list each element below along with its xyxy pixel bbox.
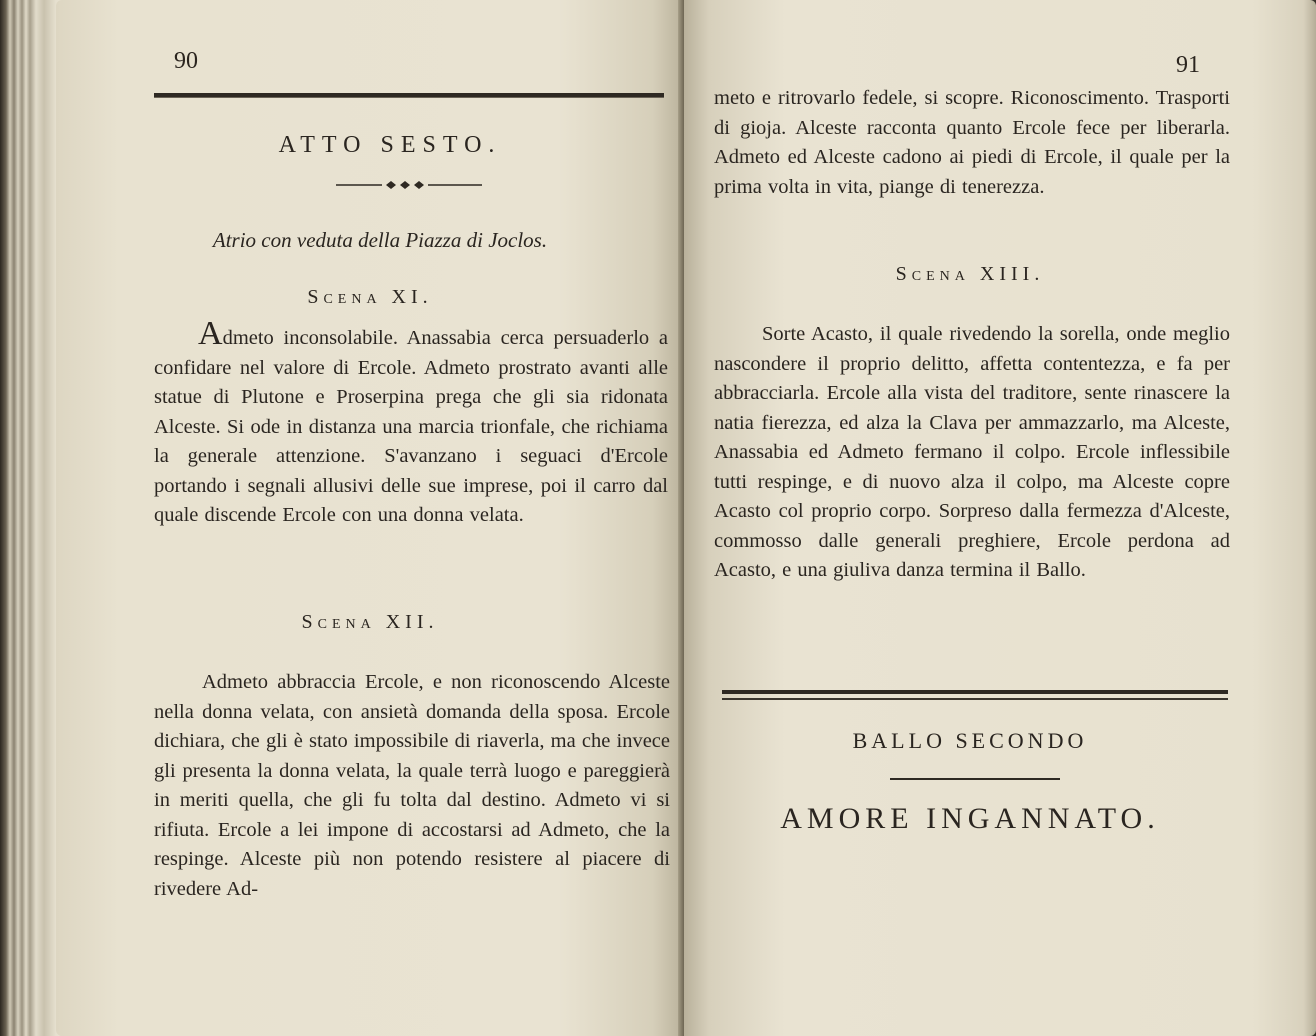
- scene-11-paragraph: [154, 315, 668, 531]
- page-number-right: 91: [1176, 52, 1200, 78]
- scene-11-text: dmeto inconsolabile. Anassabia cerca persuaderlo a confidare nel valore di Ercole. Admeto prostrato avanti alle statue di Plutone e Proserpina prega che gli sia ridonata Alceste. Si ode in distanza una marcia trionfale, che richiama la generale attenzione. S'avanzano i seguaci d'Ercole portando i segnali allusivi delle sue imprese, poi il carro dal quale discende Ercole con una donna velata.: [154, 327, 668, 526]
- ornament-icon: [334, 178, 484, 192]
- scene-13-text-block: [714, 320, 1230, 586]
- right-page: [684, 0, 1316, 1036]
- section-double-rule: [722, 690, 1228, 694]
- continuation-text: meto e ritrovarlo fedele, si scopre. Riconoscimento. Trasporti di gioja. Alceste racconta quanto Ercole fece per liberarla. Admeto ed Alceste cadono ai piedi di Ercole, il quale per la prima volta in vita, piange di tenerezza.: [714, 87, 1230, 198]
- scene-11-text-block: [154, 315, 668, 531]
- setting-line: Atrio con veduta della Piazza di Joclos.: [212, 228, 548, 252]
- scene-11-heading: Scena XI.: [307, 286, 433, 308]
- drop-cap: A: [198, 315, 223, 352]
- act-title: ATTO SESTO.: [278, 132, 502, 158]
- ornament-divider: [334, 178, 484, 197]
- scene-13-heading: Scena XIII.: [895, 263, 1045, 285]
- header-rule-left: [154, 93, 664, 98]
- continuation-text-block: [714, 84, 1230, 202]
- scene-12-text: Admeto abbraccia Ercole, e non riconoscendo Alceste nella donna velata, con ansietà domanda della sposa. Ercole dichiara, che gli è stato impossibile di riaverla, ma che invece gli presenta la donna velata, la quale terrà luogo e pareggierà in meriti quella, che gli fu tolta dal destino. Admeto vi si rifiuta. Ercole a lei impone di accostarsi ad Admeto, che la respinge. Alceste più non potendo resistere al piacere di rivedere Ad-: [154, 671, 670, 900]
- left-page: [56, 0, 684, 1036]
- ballo-underline: [890, 778, 1060, 780]
- scene-12-heading: Scena XII.: [301, 611, 439, 633]
- scene-12-text-block: [154, 668, 670, 904]
- ballo-title: AMORE INGANNATO.: [780, 802, 1160, 835]
- ballo-heading: BALLO SECONDO: [852, 728, 1088, 753]
- scene-13-text: Sorte Acasto, il quale rivedendo la sorella, onde meglio nascondere il proprio delitto, affetta contentezza, e fa per abbracciarla. Ercole alla vista del traditore, sente rinascere la natia fierezza, ed alza la Clava per ammazzarlo, ma Alceste, Anassabia ed Admeto fermano il colpo. Ercole inflessibile tutti respinge, e di nuovo alza il colpo, ma Alceste copre Acasto col proprio corpo. Sorpreso dalla fermezza d'Alceste, commosso dalle generali preghiere, Ercole perdona ad Acasto, e una giuliva danza termina il Ballo.: [714, 323, 1230, 581]
- page-number-left: 90: [174, 48, 198, 74]
